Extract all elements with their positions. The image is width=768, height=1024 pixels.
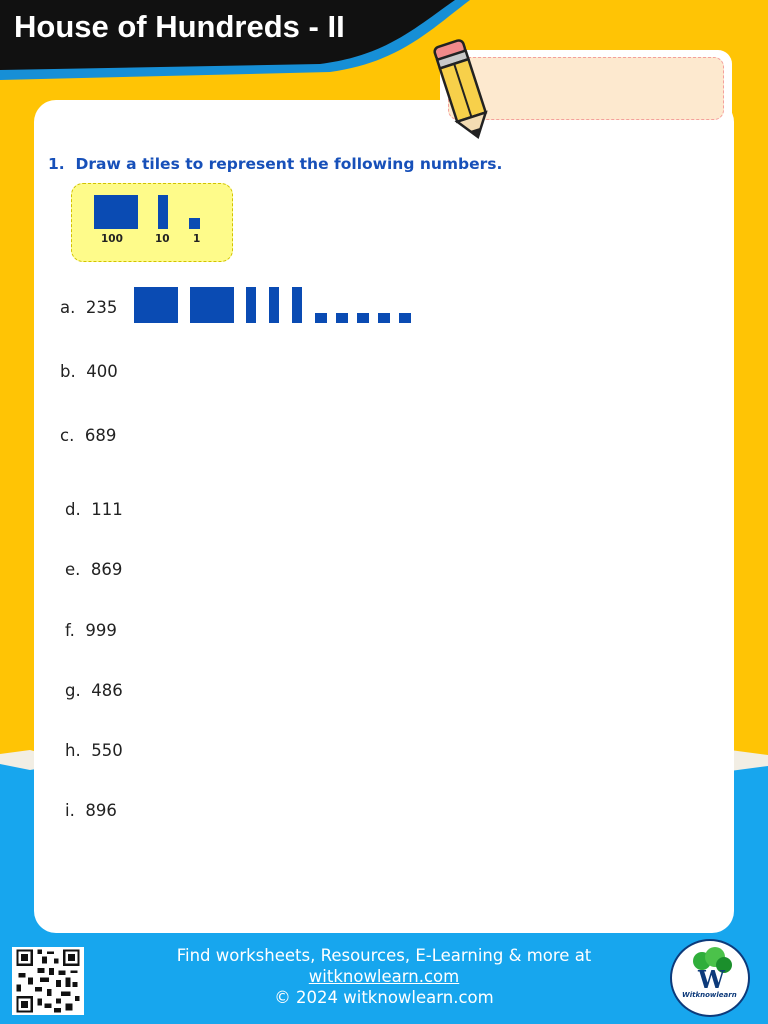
item-number: 400	[86, 362, 118, 381]
ten-tile	[246, 287, 256, 323]
item-letter: c.	[60, 426, 75, 445]
item-letter: b.	[60, 362, 76, 381]
ten-label: 10	[155, 233, 170, 245]
item-number: 896	[85, 801, 117, 820]
one-tile	[336, 313, 348, 323]
witknowlearn-logo	[670, 939, 750, 1017]
item-number: 869	[90, 560, 123, 579]
item-d	[65, 500, 123, 519]
item-letter: e.	[65, 560, 81, 579]
ten-tile	[292, 287, 302, 323]
one-label: 1	[193, 233, 201, 245]
one-tile	[399, 313, 411, 323]
item-letter: f.	[65, 621, 75, 640]
hundred-tile	[134, 287, 178, 323]
item-e	[65, 560, 122, 579]
footer-copyright: © 2024 witknowlearn.com	[274, 988, 494, 1007]
item-letter: h.	[65, 741, 81, 760]
qr-code-icon	[12, 947, 84, 1015]
footer-line: Find worksheets, Resources, E-Learning & more at	[176, 946, 592, 965]
footer-link[interactable]: witknowlearn.com	[308, 967, 460, 986]
hundred-label: 100	[101, 233, 123, 245]
question-number: 1.	[48, 155, 65, 173]
one-tile	[357, 313, 369, 323]
item-number: 111	[91, 500, 123, 519]
tile-legend	[71, 183, 233, 262]
item-number: 486	[91, 681, 123, 700]
svg-text:W: W	[698, 965, 725, 994]
page-title: House of Hundreds - II	[14, 9, 345, 44]
item-h	[65, 741, 123, 760]
item-letter: d.	[65, 500, 81, 519]
item-letter: a.	[60, 298, 76, 317]
item-i	[65, 801, 117, 820]
logo-text: Witknowlearn	[682, 991, 737, 999]
one-tile	[315, 313, 327, 323]
item-c	[60, 426, 116, 445]
question-text: Draw a tiles to represent the following numbers.	[75, 155, 503, 173]
ten-tile	[158, 195, 168, 229]
item-number: 689	[84, 426, 117, 445]
one-tile	[378, 313, 390, 323]
question-heading	[48, 155, 502, 173]
pencil-icon	[420, 30, 500, 145]
item-number: 235	[85, 298, 118, 317]
item-f	[65, 621, 117, 640]
item-number: 550	[91, 741, 123, 760]
item-letter: g.	[65, 681, 81, 700]
item-g	[65, 681, 123, 700]
hundred-tile	[94, 195, 138, 229]
item-a	[60, 298, 117, 317]
one-tile	[189, 218, 200, 229]
ten-tile	[269, 287, 279, 323]
item-b	[60, 362, 118, 381]
hundred-tile	[190, 287, 234, 323]
item-number: 999	[85, 621, 117, 640]
item-letter: i.	[65, 801, 75, 820]
